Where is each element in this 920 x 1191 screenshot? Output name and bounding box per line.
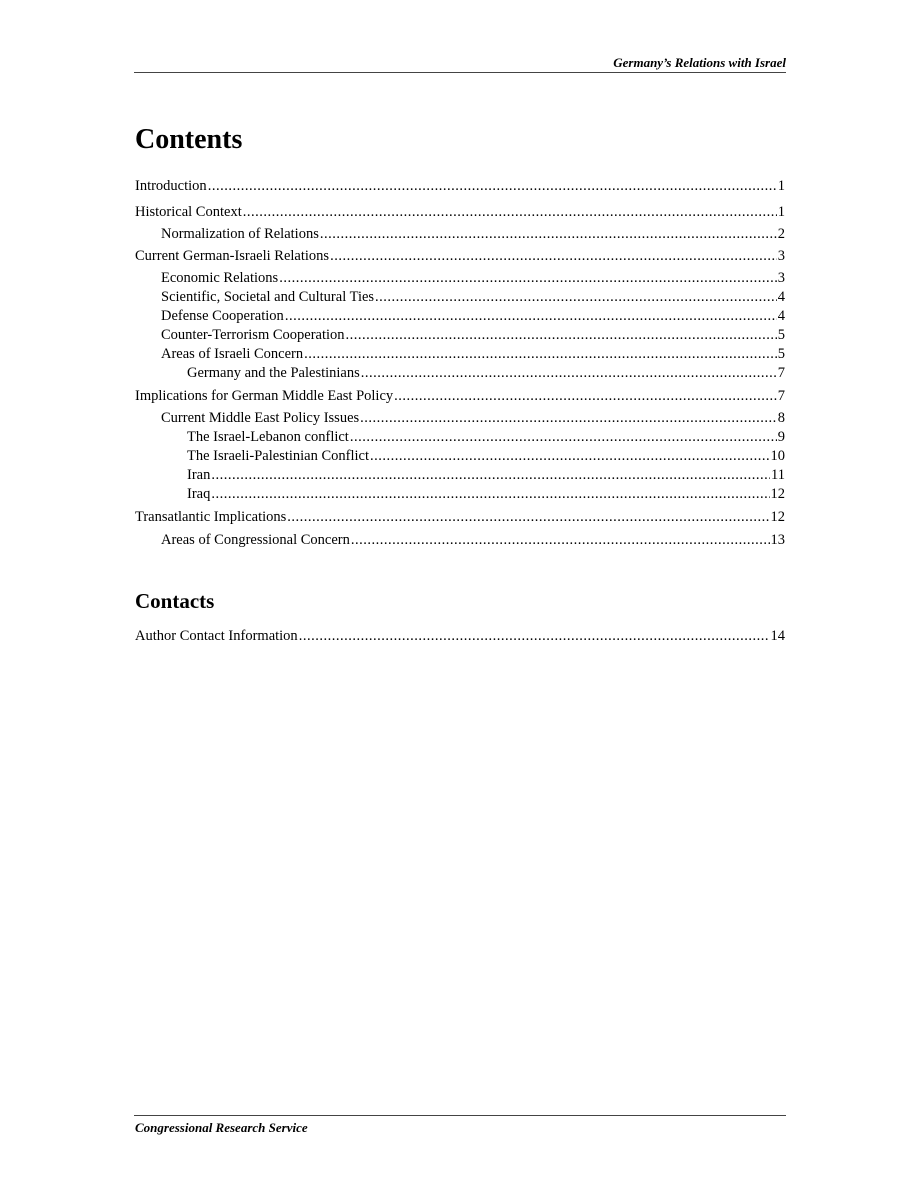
toc-entry-introduction[interactable] <box>135 177 785 195</box>
toc-entry-page: 7 <box>777 365 785 381</box>
toc-entry-implications-for-german-middle-east-policy[interactable] <box>135 387 785 405</box>
toc-entry-israel-lebanon-conflict[interactable] <box>187 428 785 446</box>
toc-entry-page: 2 <box>777 226 785 242</box>
toc-entry-label: The Israel-Lebanon conflict <box>187 429 349 445</box>
footer-divider <box>134 1115 786 1116</box>
toc-entry-page: 1 <box>777 178 785 194</box>
dot-leader <box>243 203 777 221</box>
toc-entry-label: Author Contact Information <box>135 628 298 644</box>
dot-leader <box>208 177 777 195</box>
dot-leader <box>360 409 777 427</box>
toc-entry-current-german-israeli-relations[interactable] <box>135 247 785 265</box>
toc-entry-page: 8 <box>777 410 785 426</box>
toc-entry-normalization-of-relations[interactable] <box>161 225 785 243</box>
toc-entry-author-contact-information[interactable] <box>135 627 785 645</box>
dot-leader <box>346 326 777 344</box>
dot-leader <box>285 307 777 325</box>
toc-entry-label: Current Middle East Policy Issues <box>161 410 360 426</box>
toc-entry-defense-cooperation[interactable] <box>161 307 785 325</box>
toc-entry-label: Scientific, Societal and Cultural Ties <box>161 289 375 305</box>
dot-leader <box>211 466 770 484</box>
toc-entry-label: Transatlantic Implications <box>135 509 287 525</box>
dot-leader <box>330 247 777 265</box>
dot-leader <box>394 387 777 405</box>
dot-leader <box>370 447 769 465</box>
dot-leader <box>287 508 769 526</box>
footer-publisher: Congressional Research Service <box>135 1120 308 1135</box>
toc-entry-label: Historical Context <box>135 204 242 220</box>
toc-entry-label: Counter-Terrorism Cooperation <box>161 327 345 343</box>
toc-entry-page: 9 <box>777 429 785 445</box>
toc-entry-economic-relations[interactable] <box>161 269 785 287</box>
dot-leader <box>211 485 769 503</box>
toc-entry-page: 11 <box>771 467 785 483</box>
toc-entry-page: 3 <box>777 248 785 264</box>
dot-leader <box>299 627 770 645</box>
toc-entry-areas-of-congressional-concern[interactable] <box>161 531 785 549</box>
dot-leader <box>350 428 777 446</box>
toc-entry-page: 5 <box>777 346 785 362</box>
toc-entry-label: Iraq <box>187 486 211 502</box>
toc-entry-label: Iran <box>187 467 211 483</box>
dot-leader <box>351 531 770 549</box>
toc-entry-page: 4 <box>777 308 785 324</box>
toc-entry-israeli-palestinian-conflict[interactable] <box>187 447 785 465</box>
toc-entry-label: Economic Relations <box>161 270 279 286</box>
toc-entry-iraq[interactable] <box>187 485 785 503</box>
toc-entry-scientific-societal-cultural-ties[interactable] <box>161 288 785 306</box>
toc-entry-label: Normalization of Relations <box>161 226 319 242</box>
toc-entry-historical-context[interactable] <box>135 203 785 221</box>
toc-entry-page: 4 <box>777 289 785 305</box>
toc-entry-label: Defense Cooperation <box>161 308 284 324</box>
toc-entry-areas-of-israeli-concern[interactable] <box>161 345 785 363</box>
running-header-title: Germany’s Relations with Israel <box>613 55 786 70</box>
toc-entry-counter-terrorism-cooperation[interactable] <box>161 326 785 344</box>
toc-entry-label: Current German-Israeli Relations <box>135 248 330 264</box>
dot-leader <box>320 225 777 243</box>
toc-entry-label: Areas of Israeli Concern <box>161 346 304 362</box>
contacts-heading: Contacts <box>135 589 215 613</box>
toc-entry-label: The Israeli-Palestinian Conflict <box>187 448 370 464</box>
toc-entry-page: 7 <box>777 388 785 404</box>
toc-entry-page: 12 <box>770 509 785 525</box>
toc-entry-page: 10 <box>770 448 785 464</box>
toc-entry-page: 14 <box>770 628 785 644</box>
toc-entry-transatlantic-implications[interactable] <box>135 508 785 526</box>
toc-entry-label: Introduction <box>135 178 207 194</box>
toc-entry-iran[interactable] <box>187 466 785 484</box>
toc-entry-page: 12 <box>770 486 785 502</box>
dot-leader <box>375 288 777 306</box>
dot-leader <box>279 269 777 287</box>
contents-heading: Contents <box>135 124 243 155</box>
page-header <box>134 56 786 73</box>
toc-entry-label: Areas of Congressional Concern <box>161 532 350 548</box>
toc-entry-page: 3 <box>777 270 785 286</box>
toc-entry-page: 1 <box>777 204 785 220</box>
toc-entry-page: 5 <box>777 327 785 343</box>
dot-leader <box>361 364 777 382</box>
toc-entry-germany-and-the-palestinians[interactable] <box>187 364 785 382</box>
toc-entry-label: Germany and the Palestinians <box>187 365 360 381</box>
toc-entry-label: Implications for German Middle East Policy <box>135 388 394 404</box>
toc-entry-page: 13 <box>770 532 785 548</box>
toc-entry-current-middle-east-policy-issues[interactable] <box>161 409 785 427</box>
dot-leader <box>304 345 777 363</box>
